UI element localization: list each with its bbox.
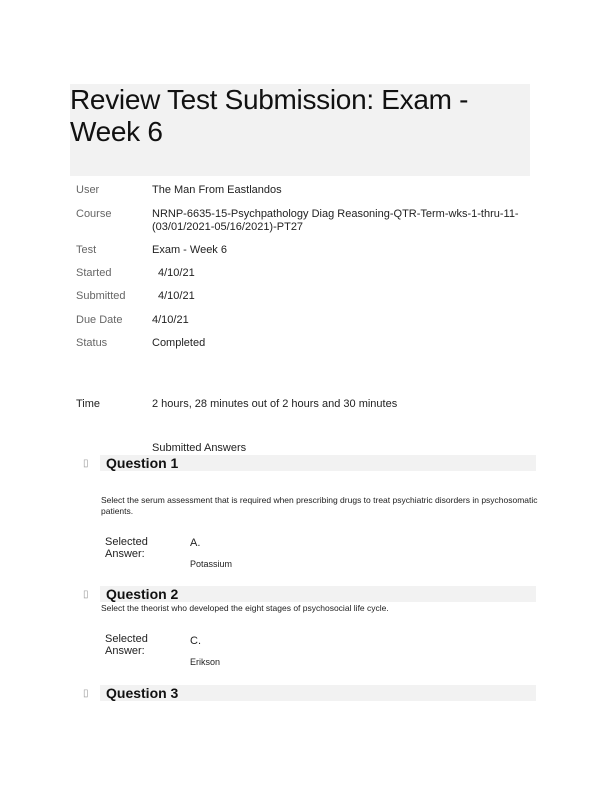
question-3-title: Question 3 xyxy=(106,685,179,701)
question-1-text: Select the serum assessment that is required when prescribing drugs to treat psychiatric disorders in psychosomatic patients. xyxy=(101,495,538,516)
question-1-selected-label: Selected Answer: xyxy=(105,536,148,560)
question-1-title: Question 1 xyxy=(106,455,179,471)
question-1-answer-text: Potassium xyxy=(190,559,233,569)
course-label: Course xyxy=(76,208,112,220)
question-2-answer-text: Erikson xyxy=(190,657,221,667)
test-label: Test xyxy=(76,244,97,256)
question-2-header[interactable] xyxy=(100,586,536,602)
question-1-answer-letter: A. xyxy=(190,537,201,549)
submitted-label: Submitted xyxy=(76,290,126,302)
question-2-selected-label: Selected Answer: xyxy=(105,633,148,657)
question-status-icon: ▯ xyxy=(83,589,89,600)
status-label: Status xyxy=(76,337,108,349)
question-status-icon: ▯ xyxy=(83,458,89,469)
test-value: Exam - Week 6 xyxy=(152,244,227,256)
course-value: NRNP-6635-15-Psychpathology Diag Reasoning-QTR-Term-wks-1-thru-11-(03/01/2021-05/16/2021)-PT27 xyxy=(152,208,519,233)
status-value: Completed xyxy=(152,337,206,349)
due-date-label: Due Date xyxy=(76,314,123,326)
question-status-icon: ▯ xyxy=(83,688,89,699)
question-2-answer-letter: C. xyxy=(190,635,201,647)
question-1-header[interactable] xyxy=(100,455,536,471)
page-title: Review Test Submission: Exam - Week 6 xyxy=(70,84,469,147)
due-date-value: 4/10/21 xyxy=(152,314,189,326)
question-3-header[interactable] xyxy=(100,685,536,701)
submitted-value: 4/10/21 xyxy=(158,290,195,302)
question-2-text: Select the theorist who developed the eight stages of psychosocial life cycle. xyxy=(101,603,389,613)
page-header xyxy=(70,84,530,176)
time-value: 2 hours, 28 minutes out of 2 hours and 30 minutes xyxy=(152,398,398,410)
started-label: Started xyxy=(76,267,112,279)
started-value: 4/10/21 xyxy=(158,267,195,279)
submitted-answers-label: Submitted Answers xyxy=(152,442,247,454)
question-2-title: Question 2 xyxy=(106,586,179,602)
user-value: The Man From Eastlandos xyxy=(152,184,282,196)
user-label: User xyxy=(76,184,100,196)
time-label: Time xyxy=(76,398,101,410)
